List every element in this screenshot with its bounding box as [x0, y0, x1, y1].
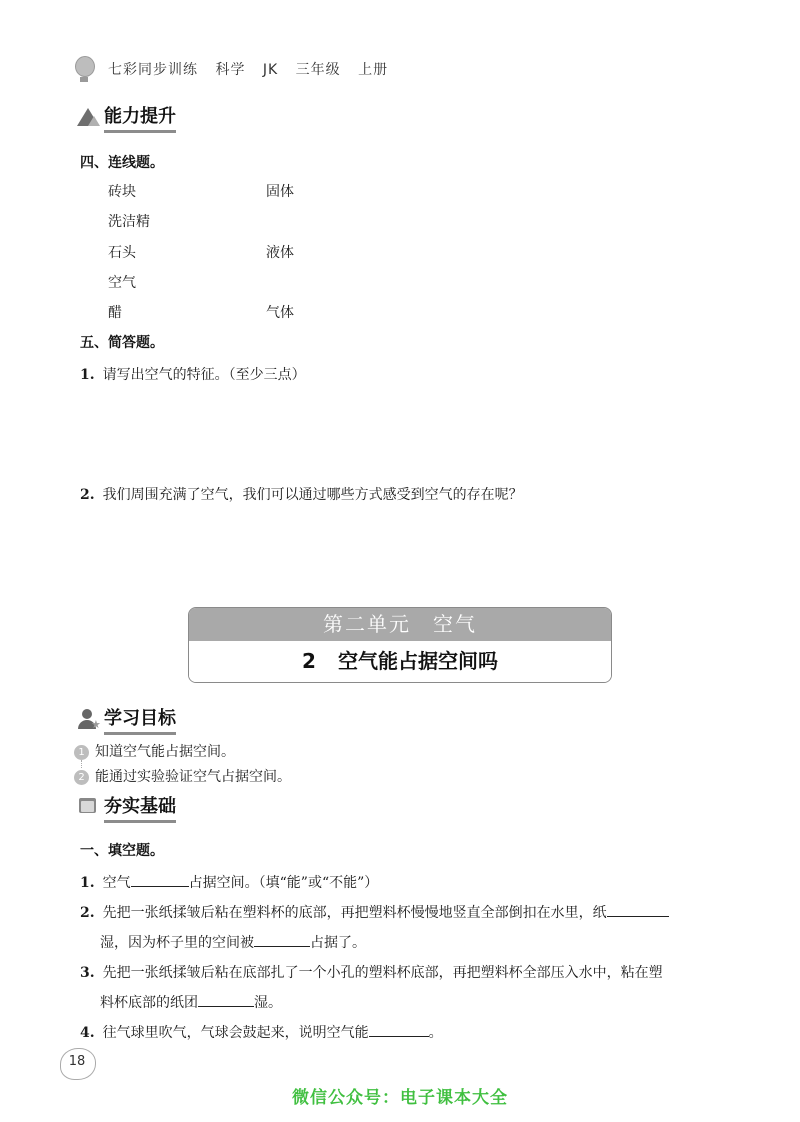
fill-q4 — [80, 1022, 443, 1042]
match-left-item: 砖块 — [108, 184, 136, 200]
match-right-item: 液体 — [266, 245, 294, 261]
objective-text: 知道空气能占据空间。 — [95, 744, 235, 760]
header-volume: 上册 — [358, 62, 389, 78]
question-text: 先把一张纸揉皱后粘在塑料杯的底部，再把塑料杯慢慢地竖直全部倒扣在水里，纸 — [102, 905, 607, 921]
match-left-item: 洗洁精 — [108, 214, 150, 230]
section-ability-title: 能力提升 — [104, 102, 176, 133]
section-objectives — [78, 704, 176, 734]
hot-air-balloon-icon — [74, 56, 94, 82]
unit-banner — [188, 607, 612, 683]
question-text: 。 — [428, 1025, 443, 1041]
question-number: 4. — [80, 1025, 95, 1041]
q5-item-text: 请写出空气的特征。（至少三点） — [102, 367, 306, 383]
person-star-icon: ★ — [78, 709, 98, 729]
question-number: 2. — [80, 905, 95, 921]
fill-q3-line2 — [100, 992, 282, 1012]
question-text: 先把一张纸揉皱后粘在底部扎了一个小孔的塑料杯底部，再把塑料杯全部压入水中，粘在塑 — [102, 965, 663, 981]
question-text: 湿。 — [254, 995, 282, 1011]
lesson-title — [189, 641, 611, 682]
fill-q3-line1 — [80, 962, 663, 982]
question-number: 1. — [80, 875, 95, 891]
header-text — [108, 59, 400, 79]
objective-item — [74, 766, 291, 786]
q5-item-number: 2. — [80, 487, 95, 503]
fill-q1 — [80, 872, 378, 892]
question-text: 湿，因为杯子里的空间被 — [100, 935, 254, 951]
section-objectives-title: 学习目标 — [104, 704, 176, 735]
question-text: 占据空间。（填“能”或“不能”） — [188, 875, 379, 891]
q5-heading: 五、简答题。 — [80, 335, 164, 351]
q5-item-1 — [80, 364, 306, 384]
match-left-item: 醋 — [108, 305, 122, 321]
answer-blank[interactable] — [198, 992, 254, 1007]
watermark: 微信公众号：电子课本大全 — [292, 1088, 508, 1108]
section-basics-title: 夯实基础 — [104, 792, 176, 823]
lesson-title-text: 空气能占据空间吗 — [337, 649, 498, 673]
objective-item — [74, 741, 235, 761]
book-icon — [78, 797, 98, 817]
match-left-item: 石头 — [108, 245, 136, 261]
match-right-item: 气体 — [266, 305, 294, 321]
answer-blank[interactable] — [131, 872, 189, 887]
page-number-badge — [60, 1048, 96, 1080]
question-text: 料杯底部的纸团 — [100, 995, 198, 1011]
header-subject: 科学 — [215, 62, 246, 78]
header-grade: 三年级 — [295, 62, 341, 78]
question-text: 空气 — [102, 875, 131, 891]
header-series: 七彩同步训练 — [108, 62, 198, 78]
header-edition: JK — [262, 62, 279, 78]
section-basics — [78, 792, 176, 822]
q5-item-text: 我们周围充满了空气，我们可以通过哪些方式感受到空气的存在呢？ — [102, 487, 523, 503]
q5-item-2 — [80, 484, 523, 504]
fill-blank-heading: 一、填空题。 — [80, 843, 164, 859]
match-left-item: 空气 — [108, 275, 136, 291]
page-number: 18 — [68, 1054, 86, 1069]
answer-blank[interactable] — [369, 1022, 429, 1037]
q4-heading: 四、连线题。 — [80, 155, 164, 171]
question-text: 占据了。 — [310, 935, 366, 951]
question-text: 往气球里吹气，气球会鼓起来，说明空气能 — [102, 1025, 369, 1041]
fill-q2-line1 — [80, 902, 669, 922]
page-header — [74, 56, 400, 82]
q5-item-number: 1. — [80, 367, 95, 383]
unit-title: 第二单元 空气 — [189, 608, 611, 641]
question-number: 3. — [80, 965, 95, 981]
match-right-item: 固体 — [266, 184, 294, 200]
section-ability — [78, 102, 176, 132]
fill-q2-line2 — [100, 932, 366, 952]
mountain-icon — [78, 107, 98, 127]
lesson-number: 2 — [302, 649, 316, 673]
answer-blank[interactable] — [254, 932, 310, 947]
objective-number: 2 — [74, 770, 89, 785]
objective-text: 能通过实验验证空气占据空间。 — [95, 769, 291, 785]
answer-blank[interactable] — [607, 902, 669, 917]
objective-number: 1 — [74, 745, 89, 760]
